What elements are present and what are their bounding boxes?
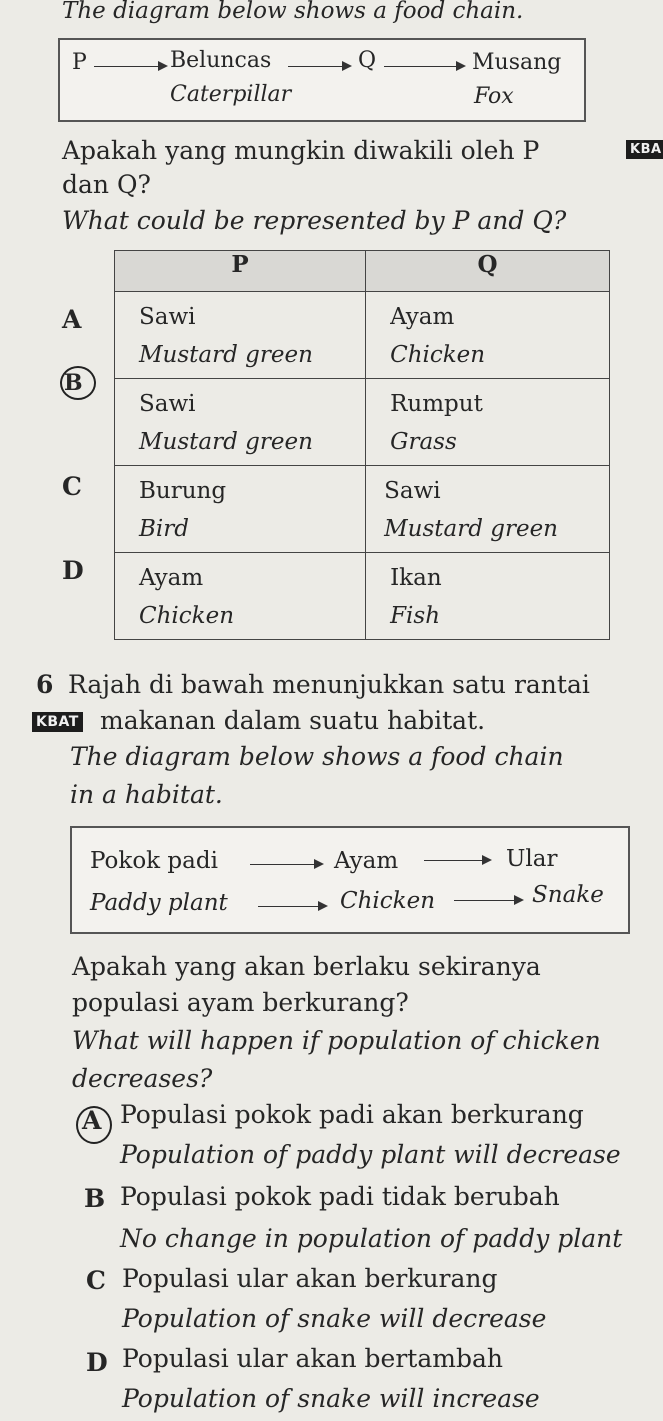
p-en: Mustard green [139,429,313,455]
header-p: P [115,251,366,292]
chain-snake: Snake [532,882,604,908]
q5-question-ms-1: Apakah yang mungkin diwakili oleh P [62,136,540,165]
p-ms: Sawi [139,391,196,417]
q6-number: 6 [36,670,54,699]
table-row [115,466,610,553]
chain-beluncas: Beluncas [170,48,272,73]
q5-letter-c[interactable]: C [62,472,82,501]
chain-p: P [72,50,87,75]
q-en: Mustard green [384,516,558,542]
q-en: Grass [390,429,457,455]
q6-ask-en-2: decreases? [72,1064,213,1093]
q6-option-b-ms[interactable]: Populasi pokok padi tidak berubah [120,1182,560,1211]
q6-ask-ms-2: populasi ayam berkurang? [72,988,409,1017]
q5-kba-badge: KBA [626,140,663,159]
q6-option-d-ms[interactable]: Populasi ular akan bertambah [122,1344,503,1373]
q6-option-d-letter[interactable]: D [86,1348,108,1377]
q6-question-ms-1: Rajah di bawah menunjukkan satu rantai [68,670,590,699]
q6-option-b-en[interactable]: No change in population of paddy plant [120,1224,623,1253]
p-en: Bird [139,516,189,542]
table-row [115,553,610,640]
chain-caterpillar: Caterpillar [170,82,292,107]
q6-question-ms-2: makanan dalam suatu habitat. [100,706,486,735]
table-row [115,292,610,379]
q5-letter-a[interactable]: A [62,305,82,334]
chain-musang: Musang [472,50,562,75]
table-row [115,379,610,466]
q5-letter-d[interactable]: D [62,556,84,585]
p-ms: Ayam [139,565,204,591]
chain-chicken: Chicken [340,888,436,914]
q5-food-chain-box [58,38,586,122]
q6-option-b-letter[interactable]: B [84,1184,106,1213]
q6-question-en-2: in a habitat. [70,780,223,809]
p-ms: Burung [139,478,227,504]
q6-food-chain-box [70,826,630,934]
q5-question-en: What could be represented by P and Q? [62,206,567,235]
q-en: Chicken [390,342,486,368]
p-en: Mustard green [139,342,313,368]
q5-options-table [114,250,610,640]
q6-ask-ms-1: Apakah yang akan berlaku sekiranya [72,952,541,981]
q6-option-a-en[interactable]: Population of paddy plant will decrease [120,1140,621,1169]
q6-option-c-letter[interactable]: C [86,1266,106,1295]
q6-option-d-en[interactable]: Population of snake will increase [122,1384,540,1413]
q-ms: Ayam [390,304,455,330]
q6-option-a-letter[interactable]: A [82,1106,102,1135]
p-ms: Sawi [139,304,196,330]
q-ms: Ikan [390,565,442,591]
chain-q: Q [358,48,377,73]
q6-option-c-ms[interactable]: Populasi ular akan berkurang [122,1264,498,1293]
q5-intro: The diagram below shows a food chain. [62,0,524,24]
chain-pokok-padi: Pokok padi [90,848,218,874]
q-en: Fish [390,603,441,629]
q5-letter-b[interactable]: B [64,370,83,396]
q-ms: Rumput [390,391,483,417]
q-ms: Sawi [384,478,441,504]
chain-paddy-plant: Paddy plant [90,890,228,916]
chain-ayam: Ayam [334,848,399,874]
q6-option-a-ms[interactable]: Populasi pokok padi akan berkurang [120,1100,584,1129]
q5-question-ms-2: dan Q? [62,170,151,199]
q6-option-c-en[interactable]: Population of snake will decrease [122,1304,547,1333]
header-q: Q [366,251,610,292]
chain-ular: Ular [506,846,558,872]
q6-kbat-badge: KBAT [32,712,83,732]
q6-ask-en-1: What will happen if population of chicken [72,1026,601,1055]
chain-fox: Fox [474,84,514,109]
q6-question-en-1: The diagram below shows a food chain [70,742,564,771]
p-en: Chicken [139,603,235,629]
